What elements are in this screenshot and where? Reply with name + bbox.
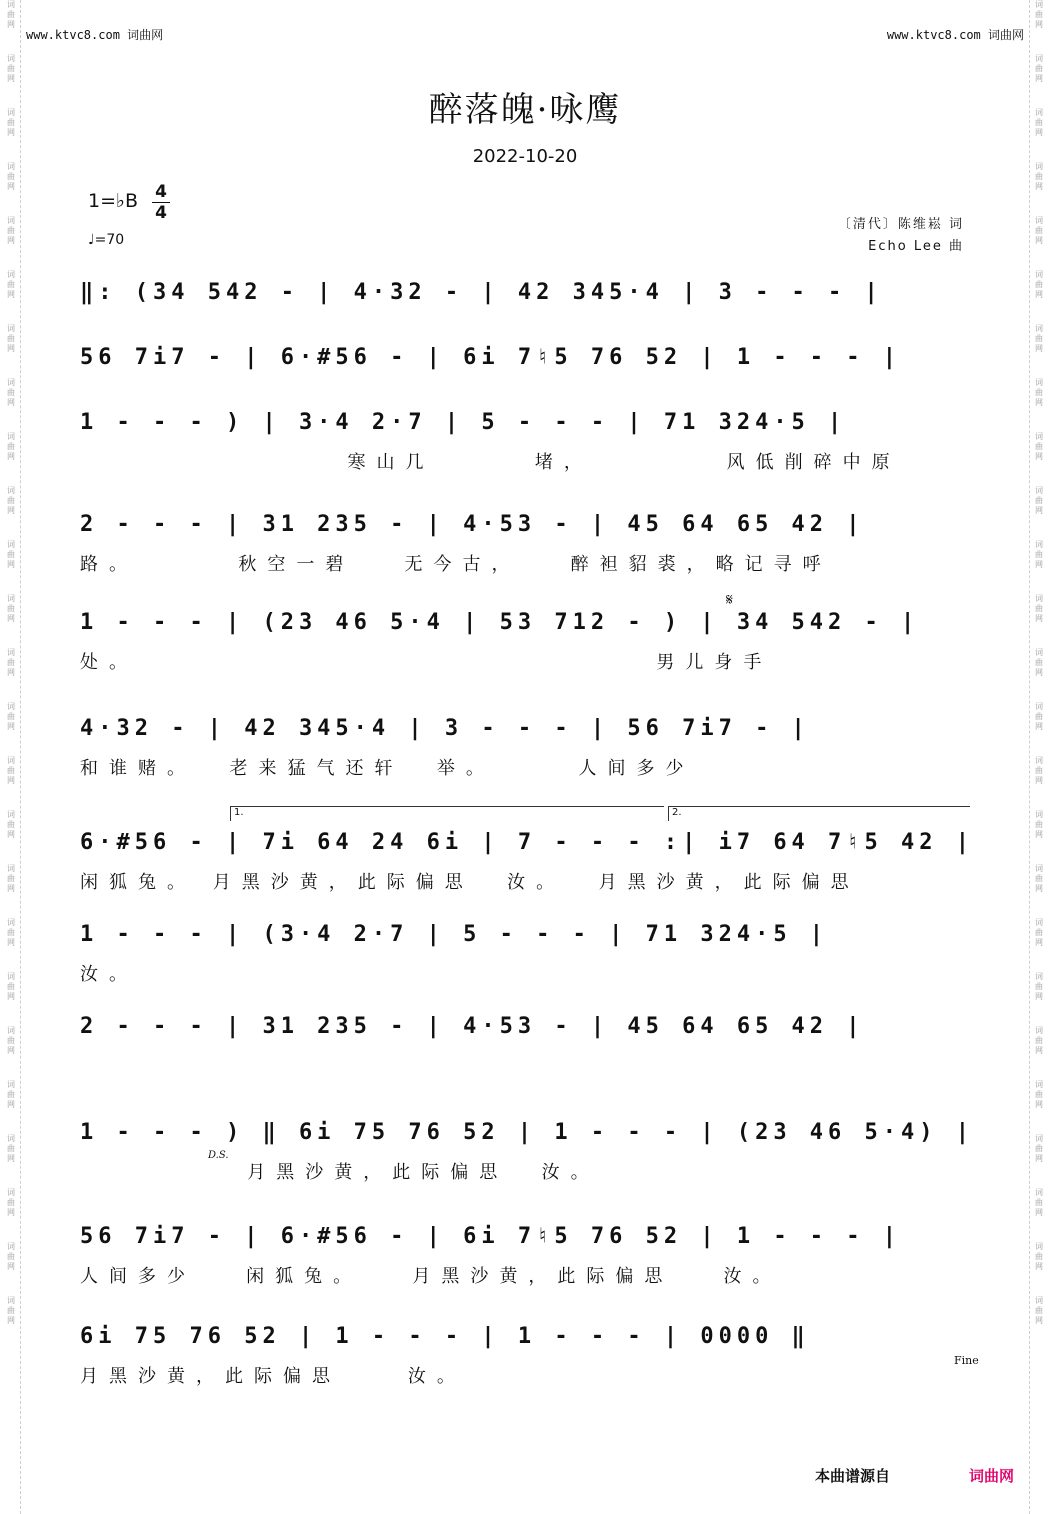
score-notes: 6·#56 - | 7i 64 24 6i | 7 - - - :| i7 64 7♮5 42 | — [80, 830, 975, 855]
score-notes: 1 - - - ) | 3·4 2·7 | 5 - - - | 71 324·5 | — [80, 410, 847, 435]
score-lyrics: 月黑沙黄，此际偏思 汝。 — [80, 1162, 600, 1183]
song-date: 2022-10-20 — [472, 146, 578, 167]
segno-mark: 𝄋 — [726, 590, 733, 609]
source-label: 本曲谱源自 — [814, 1467, 890, 1485]
score-notes: 56 7i7 - | 6·#56 - | 6i 7♮5 76 52 | 1 - - - | — [80, 345, 902, 370]
site-header-left[interactable]: www.ktvc8.com 词曲网 — [26, 28, 164, 42]
score-lyrics: 和谁赌。 老来猛气还轩 举。 人间多少 — [80, 758, 695, 779]
volta-1: 1. — [230, 806, 664, 821]
song-title: 醉落魄·咏鹰 — [428, 90, 622, 130]
right-border-line — [1029, 0, 1030, 1514]
score-lyrics: 闲狐兔。 月黑沙黄，此际偏思 汝。 月黑沙黄，此际偏思 — [80, 872, 860, 893]
score-lyrics: 处。 男儿身手 — [80, 652, 773, 673]
left-border-line — [20, 0, 21, 1514]
score-notes: 1 - - - | (23 46 5·4 | 53 712 - ) | 34 542 - | — [80, 610, 920, 635]
key-signature: 1=♭B — [88, 190, 139, 212]
score-lyrics: 月黑沙黄，此际偏思 汝。 — [80, 1366, 466, 1387]
fine-mark: Fine — [954, 1354, 979, 1367]
score-notes: ‖: (34 542 - | 4·32 - | 42 345·4 | 3 - - - | — [80, 280, 883, 305]
score-notes: 1 - - - | (3·4 2·7 | 5 - - - | 71 324·5 | — [80, 922, 829, 947]
score-notes: 2 - - - | 31 235 - | 4·53 - | 45 64 65 42 | — [80, 512, 865, 537]
meter-bottom: 4 — [152, 202, 170, 223]
right-watermark: 词 曲 网 词 曲 网 词 曲 网 词 曲 网 词 曲 网 词 曲 网 词 曲 网 词 曲 网 词 曲 网 词 曲 网 词 曲 网 词 曲 网 词 曲 网 词 曲 网 词 曲 网 词 曲 网 词 曲 网 词 曲 网 词 曲 网 词 曲 网 词 曲 网 词 曲 网 词 曲 网 词 曲 网 词 曲 网 — [1035, 0, 1043, 1325]
score-lyrics: 寒山几 堵， 风低削碎中原 — [80, 452, 901, 473]
score-notes: 4·32 - | 42 345·4 | 3 - - - | 56 7i7 - | — [80, 716, 810, 741]
tempo-mark: ♩=70 — [88, 232, 125, 248]
score-lyrics: 汝。 — [80, 964, 138, 985]
score-lyrics: 人间多少 闲狐兔。 月黑沙黄，此际偏思 汝。 — [80, 1266, 782, 1287]
score-notes: 56 7i7 - | 6·#56 - | 6i 7♮5 76 52 | 1 - - - | — [80, 1224, 902, 1249]
meter-top: 4 — [155, 182, 167, 202]
credits — [838, 214, 964, 258]
score-notes: 6i 75 76 52 | 1 - - - | 1 - - - | 0000 ‖ — [80, 1324, 810, 1349]
score-lyrics: 路。 秋空一碧 无今古， 醉袒貂裘，略记寻呼 — [80, 554, 832, 575]
left-watermark: 词 曲 网 词 曲 网 词 曲 网 词 曲 网 词 曲 网 词 曲 网 词 曲 网 词 曲 网 词 曲 网 词 曲 网 词 曲 网 词 曲 网 词 曲 网 词 曲 网 词 曲 网 词 曲 网 词 曲 网 词 曲 网 词 曲 网 词 曲 网 词 曲 网 词 曲 网 词 曲 网 词 曲 网 词 曲 网 — [7, 0, 15, 1325]
ds-mark: D.S. — [208, 1150, 229, 1161]
volta-2: 2. — [668, 806, 970, 821]
score-notes: 2 - - - | 31 235 - | 4·53 - | 45 64 65 42 | — [80, 1014, 865, 1039]
time-signature — [152, 182, 170, 223]
site-header-right[interactable]: www.ktvc8.com 词曲网 — [886, 28, 1024, 42]
composer-credit: Echo Lee 曲 — [868, 239, 964, 254]
lyricist-credit: 〔清代〕陈维崧 词 — [837, 217, 964, 232]
brand-link[interactable]: 词曲网 — [968, 1467, 1014, 1485]
score-notes: 1 - - - ) ‖ 6i 75 76 52 | 1 - - - | (23 46 5·4) | — [80, 1120, 975, 1145]
